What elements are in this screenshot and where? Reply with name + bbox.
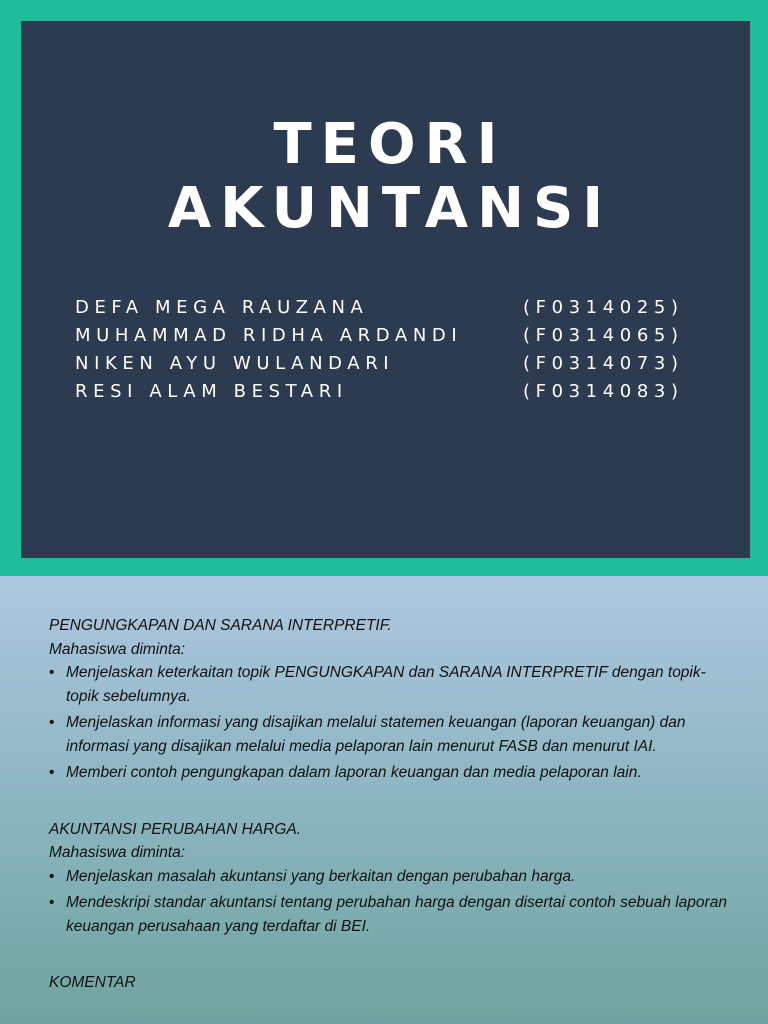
member-list bbox=[75, 294, 715, 406]
title-line-1: TEORI bbox=[273, 112, 507, 177]
member-nim: (F0314083) bbox=[523, 381, 684, 402]
member-name: DEFA MEGA RAUZANA bbox=[75, 297, 369, 318]
member-nim: (F0314073) bbox=[523, 353, 684, 374]
title-line-2: AKUNTANSI bbox=[167, 176, 613, 241]
list-item-text: Menjelaskan informasi yang disajikan melalui statemen keuangan (laporan keuangan) dan informasi yang disajikan melalui media pelaporan lain menurut FASB dan menurut IAI. bbox=[66, 714, 686, 755]
bullet-icon: • bbox=[49, 764, 55, 781]
slide-title bbox=[21, 113, 750, 241]
list-item bbox=[49, 891, 729, 938]
member-row bbox=[75, 322, 715, 350]
member-row bbox=[75, 350, 715, 378]
member-name: NIKEN AYU WULANDARI bbox=[75, 353, 395, 374]
section-heading: AKUNTANSI PERUBAHAN HARGA. bbox=[49, 820, 302, 838]
member-row bbox=[75, 294, 715, 322]
list-item bbox=[49, 711, 729, 758]
section-heading: PENGUNGKAPAN DAN SARANA INTERPRETIF. bbox=[49, 617, 392, 634]
section-intro: Mahasiswa diminta: bbox=[49, 844, 186, 861]
member-name: MUHAMMAD RIDHA ARDANDI bbox=[75, 325, 463, 346]
section-intro: Mahasiswa diminta: bbox=[49, 640, 186, 658]
member-nim: (F0314025) bbox=[523, 297, 684, 318]
bullet-icon: • bbox=[49, 714, 55, 731]
bullet-list bbox=[49, 661, 729, 785]
bullet-icon: • bbox=[49, 664, 55, 681]
slide-content bbox=[49, 614, 729, 995]
section-heading: KOMENTAR bbox=[49, 974, 136, 991]
title-panel bbox=[21, 21, 750, 558]
list-item bbox=[49, 661, 729, 708]
member-nim: (F0314065) bbox=[523, 325, 684, 346]
list-item bbox=[49, 865, 729, 889]
list-item-text: Mendeskripi standar akuntansi tentang perubahan harga dengan disertai contoh sebuah laporan keuangan perusahaan yang terdaftar di BEI. bbox=[66, 894, 727, 935]
member-row bbox=[75, 378, 715, 406]
bullet-icon: • bbox=[49, 867, 55, 885]
member-name: RESI ALAM BESTARI bbox=[75, 381, 348, 402]
bullet-list bbox=[49, 865, 729, 939]
list-item-text: Menjelaskan masalah akuntansi yang berkaitan dengan perubahan harga. bbox=[66, 867, 576, 885]
list-item-text: Menjelaskan keterkaitan topik PENGUNGKAPAN dan SARANA INTERPRETIF dengan topik-topik sebelumnya. bbox=[66, 664, 706, 705]
list-item bbox=[49, 761, 729, 785]
bullet-icon: • bbox=[49, 894, 55, 911]
content-slide bbox=[0, 576, 768, 1024]
list-item-text: Memberi contoh pengungkapan dalam laporan keuangan dan media pelaporan lain. bbox=[66, 764, 642, 781]
